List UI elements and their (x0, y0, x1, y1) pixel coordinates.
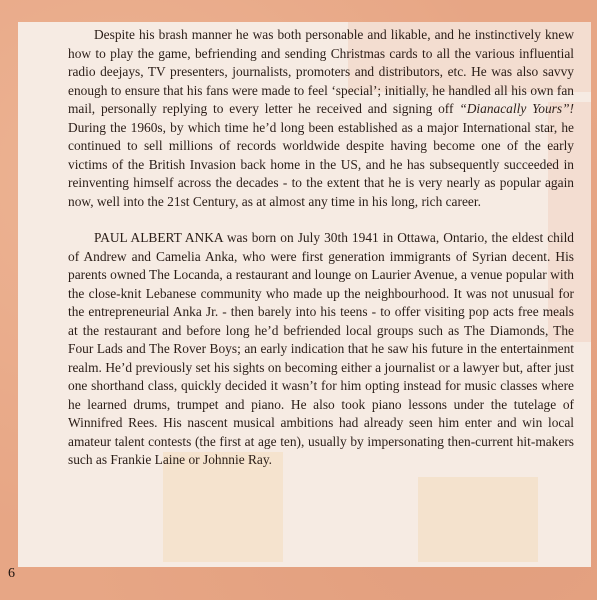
background-artwork (418, 477, 538, 562)
page-number: 6 (8, 566, 15, 581)
text-panel (18, 22, 591, 567)
article-body (68, 26, 574, 470)
paragraph-1 (68, 26, 574, 211)
sign-off-quote: “Dianacally Yours”! (459, 101, 575, 116)
paragraph-1-text-start: Despite his brash manner he was both personable and likable, and he instinctively knew how to play the game, befriending and sending Christmas cards to all the various influential radio deejays, TV presenters, journalists, promoters and distributors, etc. He was also savvy enough to ensure that his fans were made to feel ‘special’; initially, he handled all his own fan mail, personally replying to every letter he received and signing off (68, 27, 574, 116)
paragraph-2: PAUL ALBERT ANKA was born on July 30th 1941 in Ottawa, Ontario, the eldest child of Andrew and Camelia Anka, who were first generation immigrants of Syrian decent. His parents owned The Locanda, a restaurant and lounge on Laurier Avenue, a venue popular with the close-knit Lebanese community who made up the neighbourhood. It was not unusual for the entrepreneurial Anka Jr. - then barely into his teens - to offer visiting pop acts free meals at the restaurant and before long he’d befriended local groups such as The Diamonds, The Four Lads and The Rover Boys; an early indication that he saw his future in the entertainment realm. He’d previously set his sights on becoming either a journalist or a lawyer but, after just one shorthand class, quickly decided it wasn’t for him opting instead for music classes where he learned drums, trumpet and piano. He also took piano lessons under the tutelage of Winnifred Rees. His nascent musical ambitions had already seen him enter and win local amateur talent contests (the first at age ten), usually by impersonating then-current hit-makers such as Frankie Laine or Johnnie Ray. (68, 230, 574, 467)
paragraph-1-text-end: During the 1960s, by which time he’d long been established as a major International star, he continued to sell millions of records worldwide despite having become one of the early victims of the British Invasion back home in the US, and he has subsequently succeeded in reinventing himself across the decades - to the extent that he is very nearly as popular again now, well into the 21st Century, as at almost any time in his long, rich career. (68, 119, 574, 209)
